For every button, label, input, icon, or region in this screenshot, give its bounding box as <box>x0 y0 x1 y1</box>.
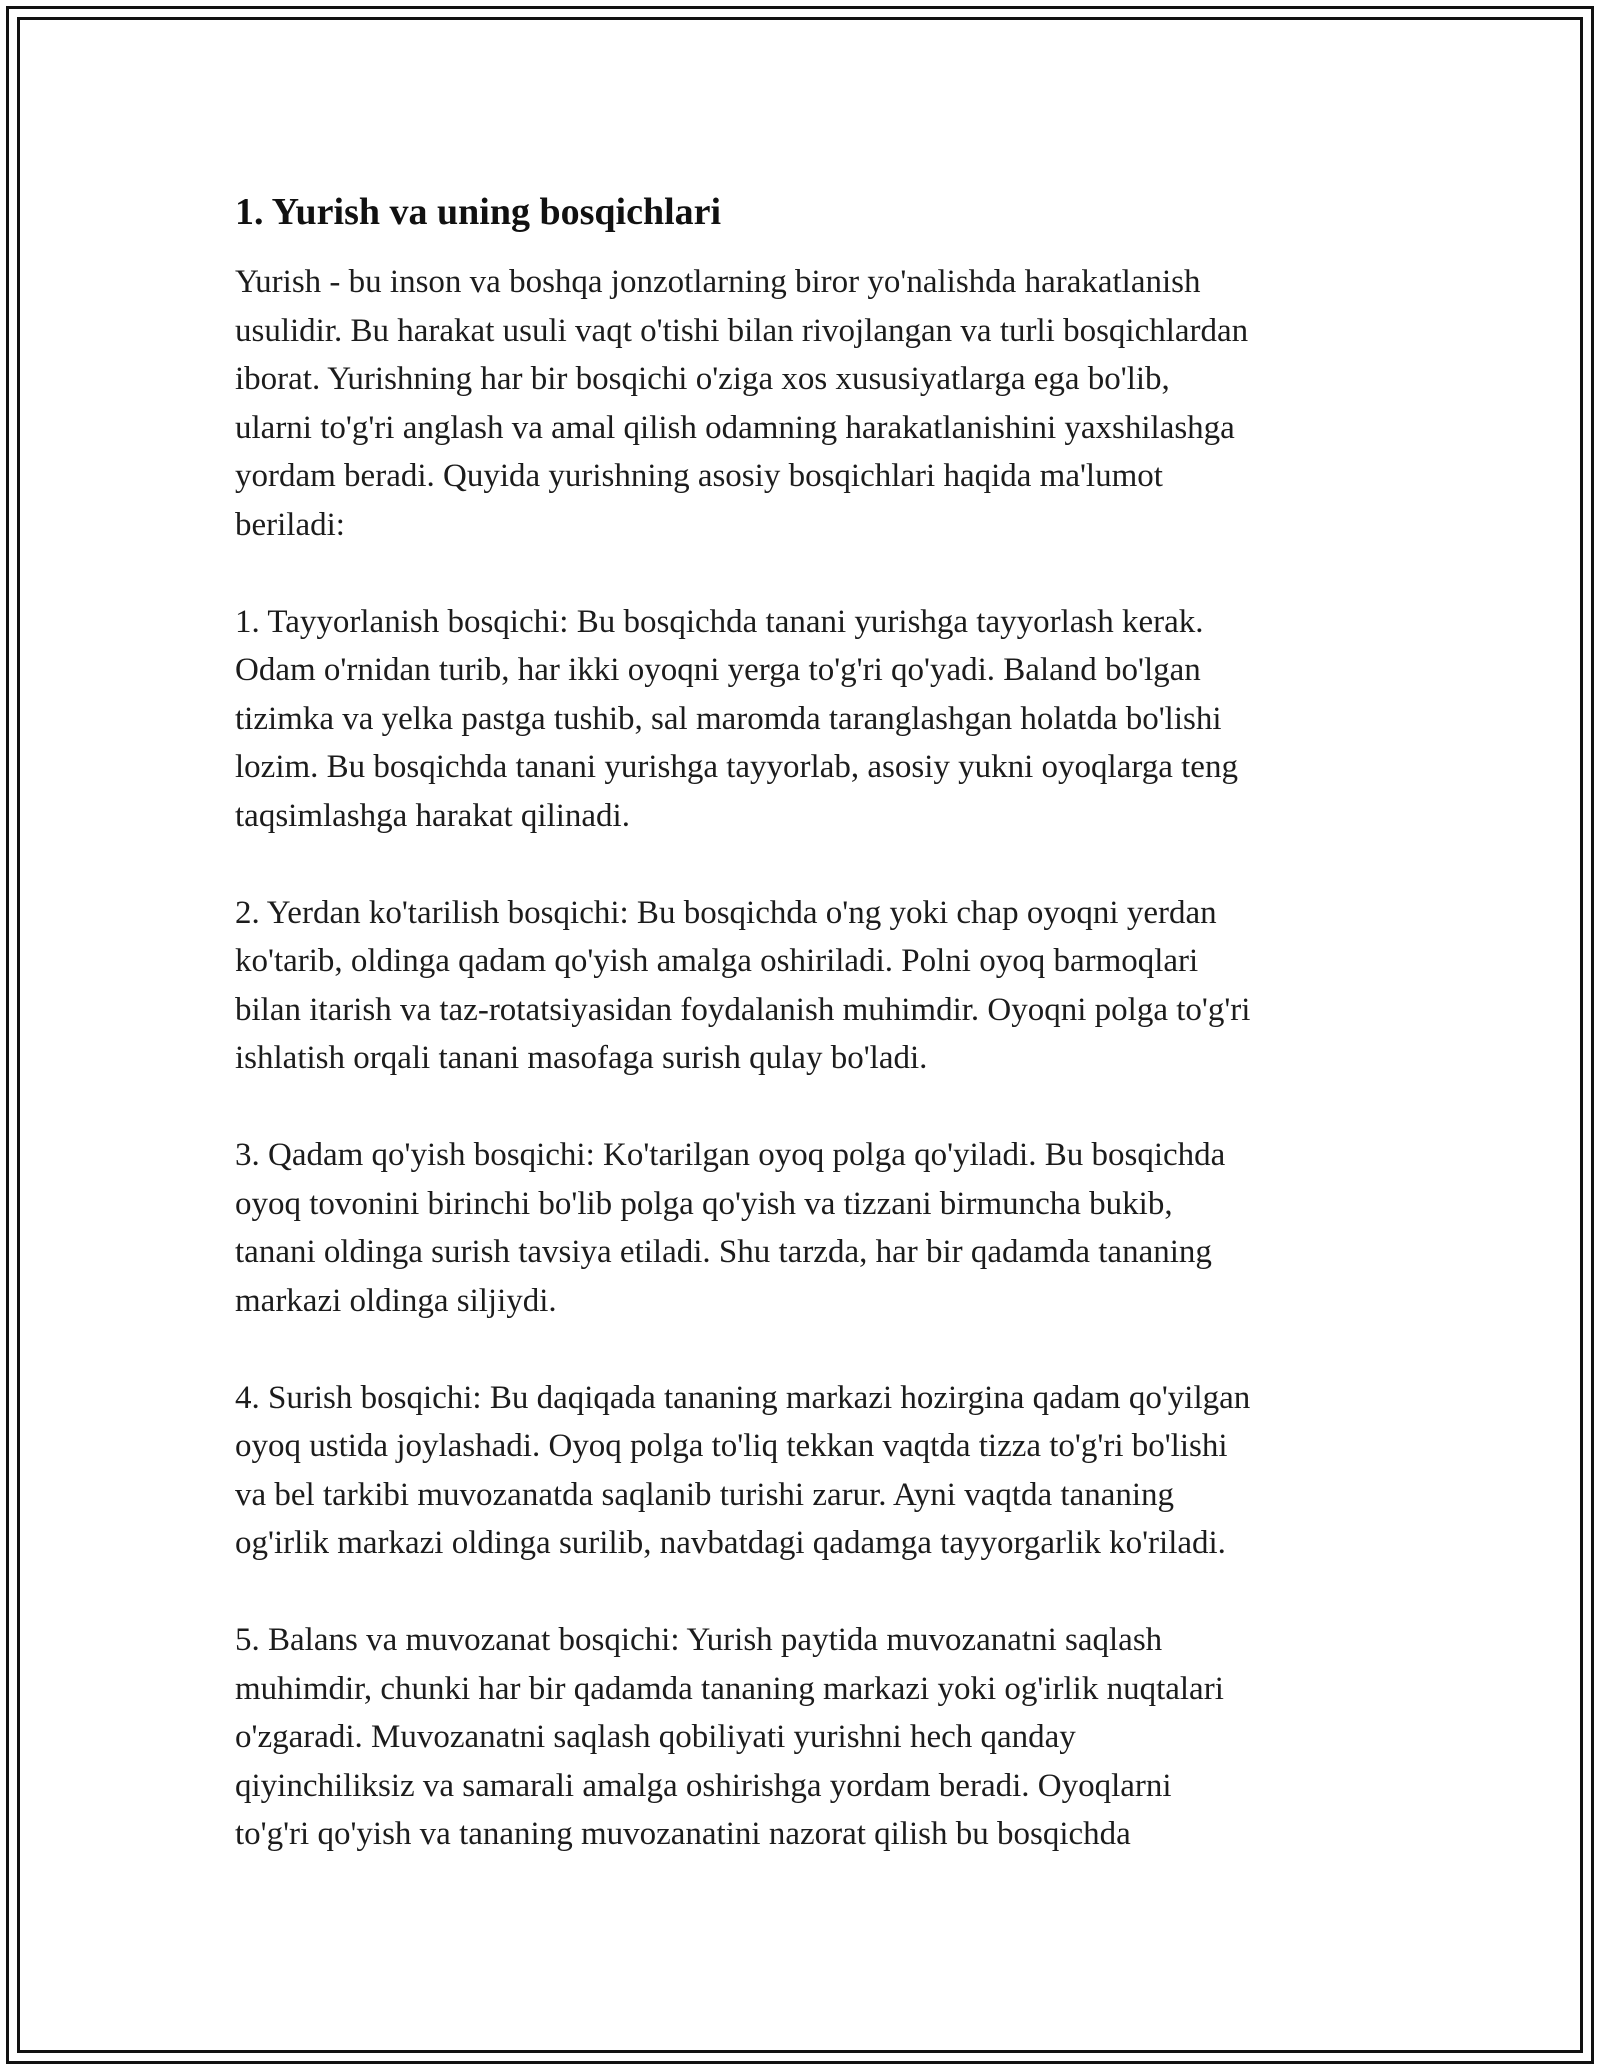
stage-2-paragraph: 2. Yerdan ko'tarilish bosqichi: Bu bosqichda o'ng yoki chap oyoqni yerdan ko'tarib, oldinga qadam qo'yish amalga oshiriladi. Polni oyoq barmoqlari bilan itarish va taz-rotatsiyasidan foydalanish muhimdir. Oyoqni polga to'g'ri ishlatish orqali tanani masofaga surish qulay bo'ladi. <box>235 894 1251 1076</box>
section-heading: 1. Yurish va uning bosqichlari <box>235 191 722 233</box>
stage-5-paragraph: 5. Balans va muvozanat bosqichi: Yurish paytida muvozanatni saqlash muhimdir, chunki har bir qadamda tananing markazi yoki og'irlik nuqtalari o'zgaradi. Muvozanatni saqlash qobiliyati yurishni hech qanday qiyinchiliksiz va samarali amalga oshirishga yordam beradi. Oyoqlarni to'g'ri qo'yish va tananing muvozanatini nazorat qilish bu bosqichda <box>235 1622 1224 1852</box>
document-body <box>235 186 1375 1907</box>
stage-1-paragraph: 1. Tayyorlanish bosqichi: Bu bosqichda tanani yurishga tayyorlash kerak. Odam o'rnidan turib, har ikki oyoqni yerga to'g'ri qo'yadi. Baland bo'lgan tizimka va yelka pastga tushib, sal maromda taranglashgan holatda bo'lishi lozim. Bu bosqichda tanani yurishga tayyorlab, asosiy yukni oyoqlarga teng taqsimlashga harakat qilinadi. <box>235 603 1238 834</box>
stage-4-paragraph: 4. Surish bosqichi: Bu daqiqada tananing markazi hozirgina qadam qo'yilgan oyoq ustida joylashadi. Oyoq polga to'liq tekkan vaqtda tizza to'g'ri bo'lishi va bel tarkibi muvozanatda saqlanib turishi zarur. Ayni vaqtda tananing og'irlik markazi oldinga surilib, navbatdagi qadamga tayyorgarlik ko'riladi. <box>235 1379 1251 1561</box>
intro-paragraph: Yurish - bu inson va boshqa jonzotlarning biror yo'nalishda harakatlanish usulidir. Bu harakat usuli vaqt o'tishi bilan rivojlangan va turli bosqichlardan iborat. Yurishning har bir bosqichi o'ziga xos xususiyatlarga ega bo'lib, ularni to'g'ri anglash va amal qilish odamning harakatlanishini yaxshilashga yordam beradi. Quyida yurishning asosiy bosqichlari haqida ma'lumot beriladi: <box>235 264 1249 543</box>
stage-3-paragraph: 3. Qadam qo'yish bosqichi: Ko'tarilgan oyoq polga qo'yiladi. Bu bosqichda oyoq tovonini birinchi bo'lib polga qo'yish va tizzani birmuncha bukib, tanani oldinga surish tavsiya etiladi. Shu tarzda, har bir qadamda tananing markazi oldinga siljiydi. <box>235 1137 1226 1319</box>
